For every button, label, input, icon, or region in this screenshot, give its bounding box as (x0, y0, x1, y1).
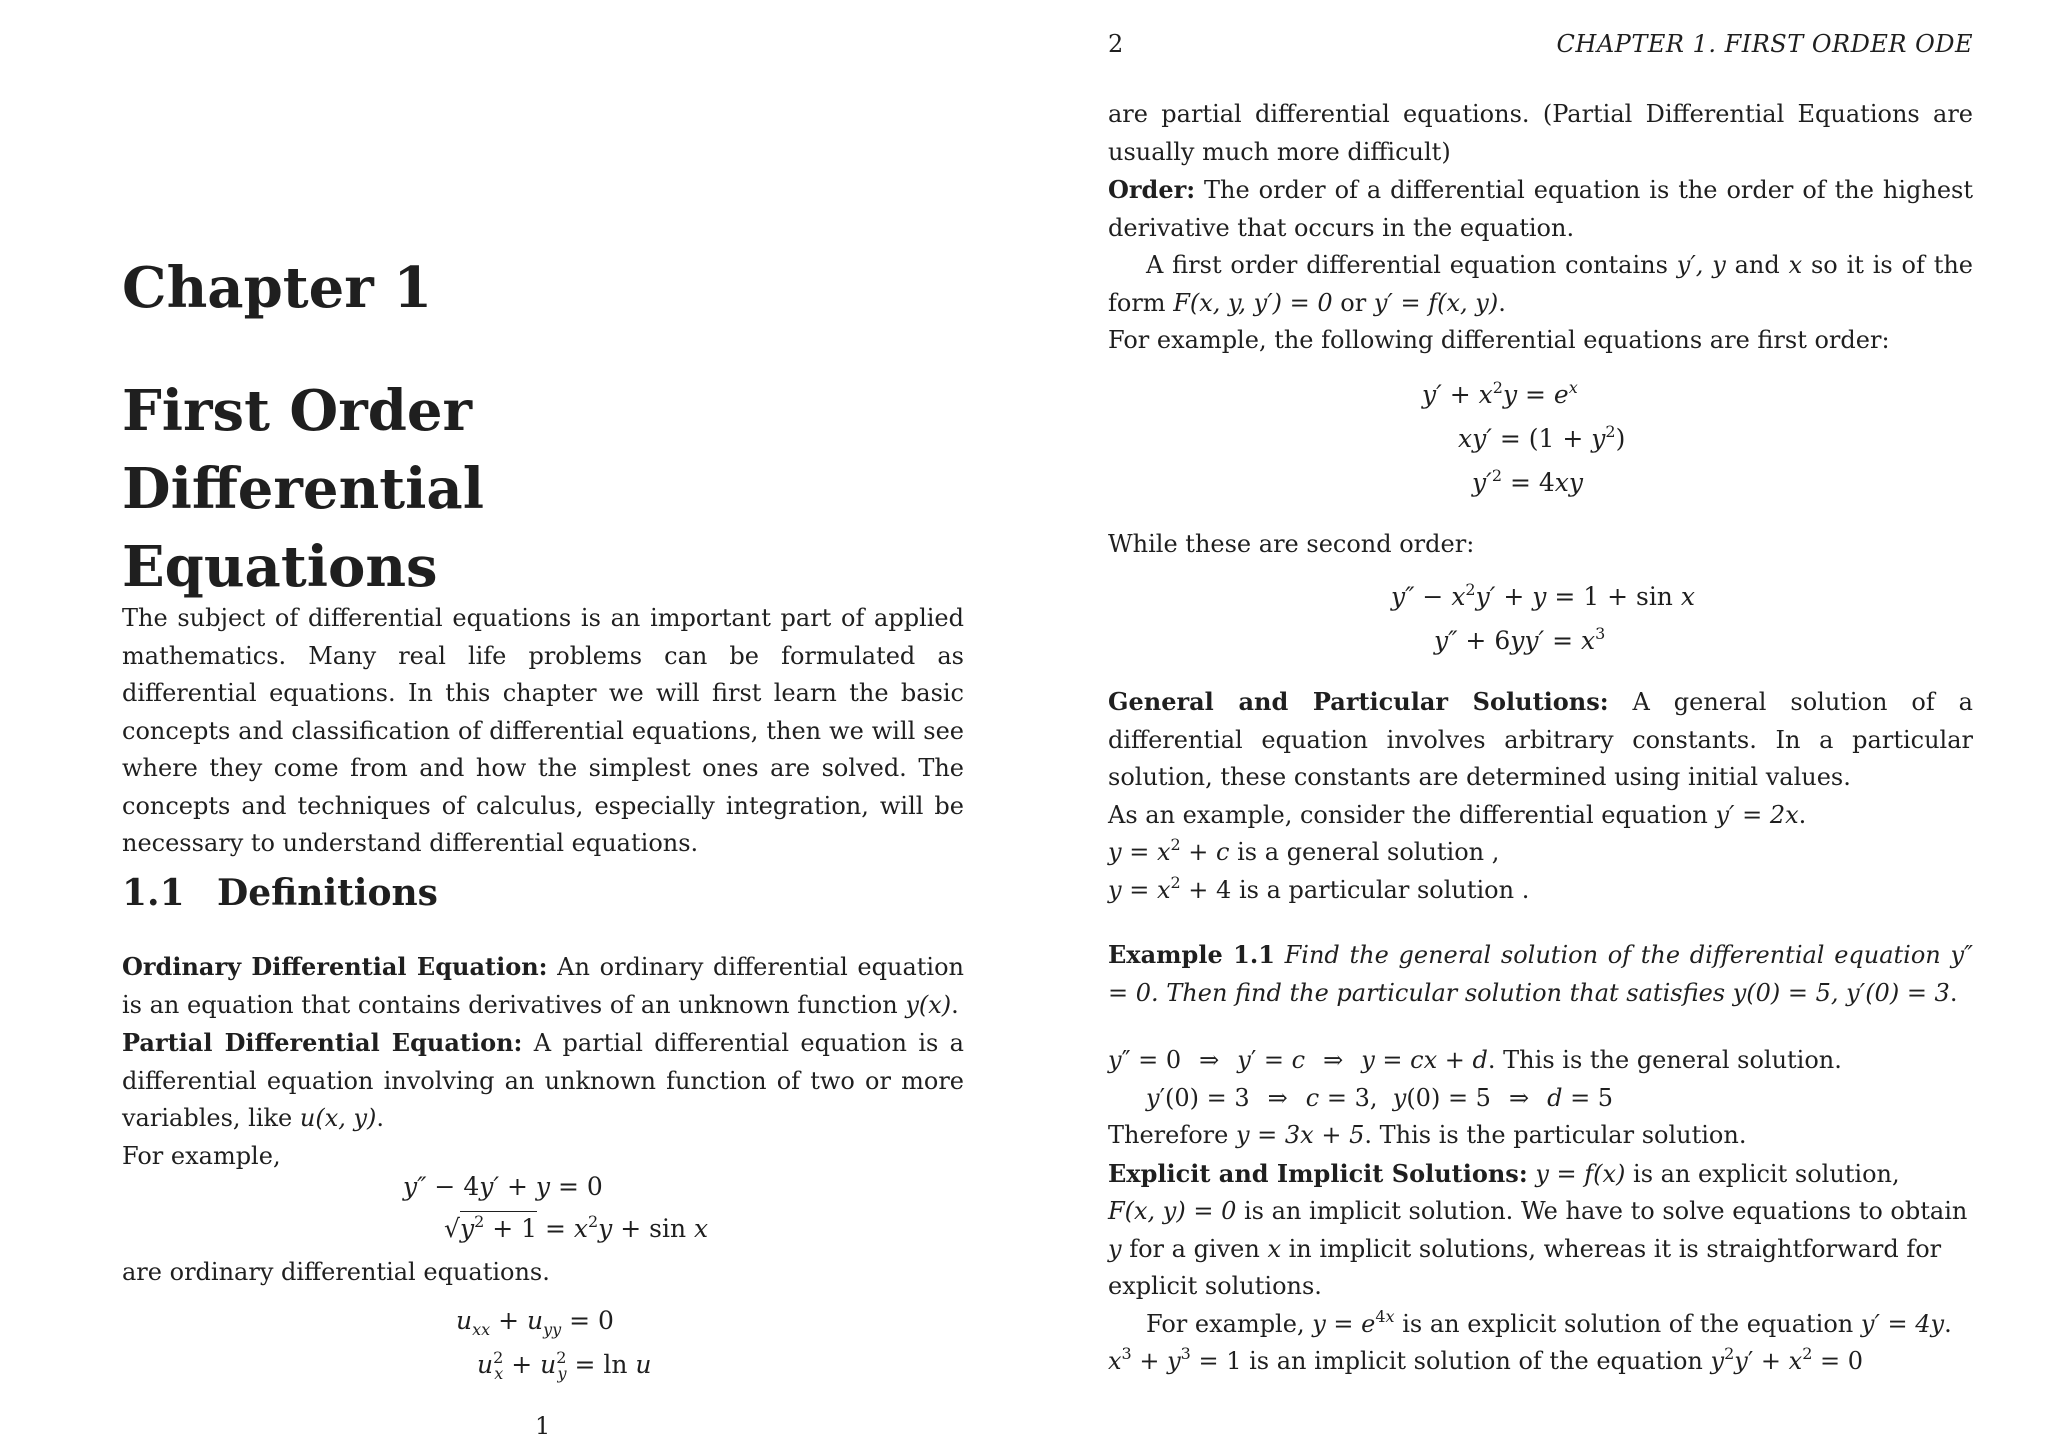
pde-equation-2: $u^2_x + u^2_y = \ln u$ (477, 1348, 652, 1383)
general-solution-text: is a general solution , (1229, 838, 1500, 866)
explicit-math-1: y = f(x) (1535, 1159, 1626, 1188)
first-order-text-c: so it is of the form (1108, 251, 1974, 317)
following-first-order: For example, the following differential equations are first order: (1108, 326, 1890, 354)
first-order-math-2: x (1788, 251, 1803, 279)
as-example-math: y′ = 2x (1715, 800, 1799, 829)
ode-math: y(x) (905, 990, 952, 1019)
example-math-2: y(0) = 5, y′(0) = 3 (1732, 978, 1950, 1007)
section-number: 1.1 (122, 872, 185, 914)
pde-continuation: are partial differential equations. (Partial Differential Equations are usually much more difficult) (1108, 100, 1973, 166)
general-particular-term: General and Particular Solutions: (1108, 687, 1609, 716)
example-block (1108, 936, 1973, 1012)
pde-term: Partial Differential Equation: (122, 1028, 523, 1057)
example-1-1 (1108, 936, 1973, 1012)
order-text: The order of a differential equation is the order of the highest derivative that occurs in the equation. (1108, 176, 1973, 242)
while-second-order: While these are second order: (1108, 530, 1475, 558)
general-particular-definition (1108, 683, 1973, 797)
second-order-eq-1: $y'' - x^2y' + y = 1 + \sin x$ (1391, 580, 1695, 611)
therefore-text-b: . This is the particular solution. (1364, 1121, 1747, 1149)
first-order-text-e: . (1498, 288, 1506, 317)
explicit-example-text-a: For example, (1146, 1309, 1313, 1338)
ode-definition (122, 948, 964, 1024)
intro-paragraph: The subject of differential equations is an important part of applied mathematics. Many real life problems can be formulated as differential equations. In this chapter we will first learn the basic concepts and classification of differential equations, then we will see where they come from and how the simplest ones are solved. The concepts and techniques of calculus, especially integration, will be necessary to understand differential equations. (122, 604, 964, 857)
definitions-block (122, 948, 964, 1175)
are-ordinary-text: are ordinary differential equations. (122, 1258, 550, 1286)
explicit-example-text-b: is an explicit solution of the equation (1394, 1309, 1861, 1338)
section-title: Definitions (217, 872, 438, 914)
pde-math: u(x, y) (299, 1104, 377, 1132)
order-term: Order: (1108, 175, 1196, 204)
first-order-eq-3: $y'^2 = 4xy$ (1472, 466, 1583, 497)
top-text-block (1108, 96, 1973, 360)
second-order-eq-2: $y'' + 6yy' = x^3$ (1434, 624, 1606, 655)
right-page (1024, 0, 2048, 1448)
ode-text: An ordinary differential equation is an equation that contains derivatives of an unknown function (122, 953, 964, 1019)
explicit-example-math: y′ = 4y (1860, 1309, 1945, 1338)
first-order-text-a: A first order differential equation contains (1146, 251, 1677, 279)
solutions-block (1108, 683, 1973, 909)
example-math-1: y″ = 0 (1108, 941, 1973, 1007)
as-example-period: . (1798, 800, 1807, 829)
explicit-implicit-term: Explicit and Implicit Solutions: (1108, 1158, 1528, 1188)
ode-term: Ordinary Differential Equation: (122, 952, 548, 981)
section-heading (122, 872, 438, 914)
solution-block (1108, 1042, 1973, 1381)
chapter-title-line-1: First Order Differential (122, 378, 484, 522)
implicit-example-text: is an implicit solution of the equation (1241, 1347, 1711, 1375)
solution-line-1-text: This is the general solution. (1495, 1046, 1842, 1074)
explicit-math-3: y (1108, 1234, 1122, 1263)
explicit-text-1: is an explicit solution, (1625, 1159, 1900, 1188)
pde-definition (122, 1024, 964, 1138)
explicit-implicit-definition (1108, 1155, 1973, 1306)
therefore-math: y = 3x + 5 (1235, 1121, 1365, 1149)
therefore-text-a: Therefore (1108, 1121, 1236, 1149)
ode-equation-1: y″ − 4y′ + y = 0 (403, 1172, 603, 1201)
chapter-title (122, 372, 822, 606)
explicit-text-3: for a given (1121, 1234, 1268, 1263)
example-text-a: Find the general solution of the differential equation (1274, 941, 1951, 969)
explicit-example-line: For example, $y = e^{4x}$ is an explicit solution of the equation y′ = 4y. (1146, 1306, 1952, 1338)
explicit-example-period: . (1944, 1309, 1952, 1338)
particular-solution-text: is a particular solution . (1231, 875, 1530, 904)
implicit-example-line: $x^3 + y^3 = 1$ is an implicit solution of the equation $y^2y' + x^2 = 0$ (1108, 1344, 1864, 1375)
chapter-title-line-2: Equations (122, 534, 438, 600)
general-solution-line: $y = x^2 + c$ is a general solution , (1108, 835, 1500, 866)
solution-line-2: y′(0) = 3 ⇒ c = 3, y(0) = 5 ⇒ d = 5 (1146, 1083, 1614, 1112)
general-particular-text: A general solution of a differential equation involves arbitrary constants. In a particular solution, these constants are determined using initial values. (1108, 688, 1973, 791)
pde-equation-1: $u_{xx} + u_{yy} = 0$ (456, 1306, 614, 1339)
pde-period: . (376, 1104, 385, 1132)
as-example-text: As an example, consider the differential equation (1108, 800, 1716, 829)
order-definition (1108, 171, 1973, 247)
for-example-label: For example, (122, 1141, 281, 1170)
explicit-math-4: x (1267, 1234, 1281, 1263)
first-order-math-1: y′, y (1676, 251, 1726, 279)
therefore-line (1108, 1117, 1973, 1155)
example-text-b: . Then find the particular solution that satisfies (1151, 978, 1733, 1007)
first-order-paragraph (1108, 247, 1973, 322)
solution-line-1: y″ = 0 ⇒ y′ = c ⇒ y = cx + d. This is the general solution. (1108, 1046, 1842, 1074)
chapter-number: Chapter 1 (122, 255, 433, 321)
page-number-right: 2 (1108, 30, 1124, 58)
first-order-text-b: and (1725, 251, 1789, 279)
pde-text: A partial differential equation is a differential equation involving an unknown function of two or more variables, like (122, 1029, 964, 1132)
ode-equation-2: $√y^2 + 1 = x^2y + \sin x$ (444, 1212, 709, 1243)
running-head: CHAPTER 1. FIRST ORDER ODE (1556, 30, 1973, 58)
explicit-math-2: F(x, y) = 0 (1108, 1197, 1237, 1225)
page-number-left: 1 (535, 1412, 551, 1440)
first-order-eq-2: $xy' = (1 + y^2)$ (1458, 422, 1626, 453)
explicit-text-2: is an implicit solution. We have to solve equations to obtain (1236, 1197, 1968, 1225)
first-order-eq-1: $y' + x^2y = e^x$ (1422, 378, 1578, 409)
first-order-math-4: y′ = f(x, y) (1373, 288, 1499, 317)
explicit-text-4: in implicit solutions, whereas it is straightforward for explicit solutions. (1108, 1234, 1942, 1300)
ode-period: . (951, 990, 959, 1019)
example-label: Example 1.1 (1108, 940, 1275, 969)
as-example-line (1108, 797, 1973, 835)
example-text-c: . (1949, 978, 1958, 1007)
first-order-math-3: F(x, y, y′) = 0 (1173, 288, 1333, 317)
first-order-text-d: or (1332, 288, 1374, 317)
particular-solution-line: $y = x^2 + 4$ is a particular solution . (1108, 872, 1530, 904)
